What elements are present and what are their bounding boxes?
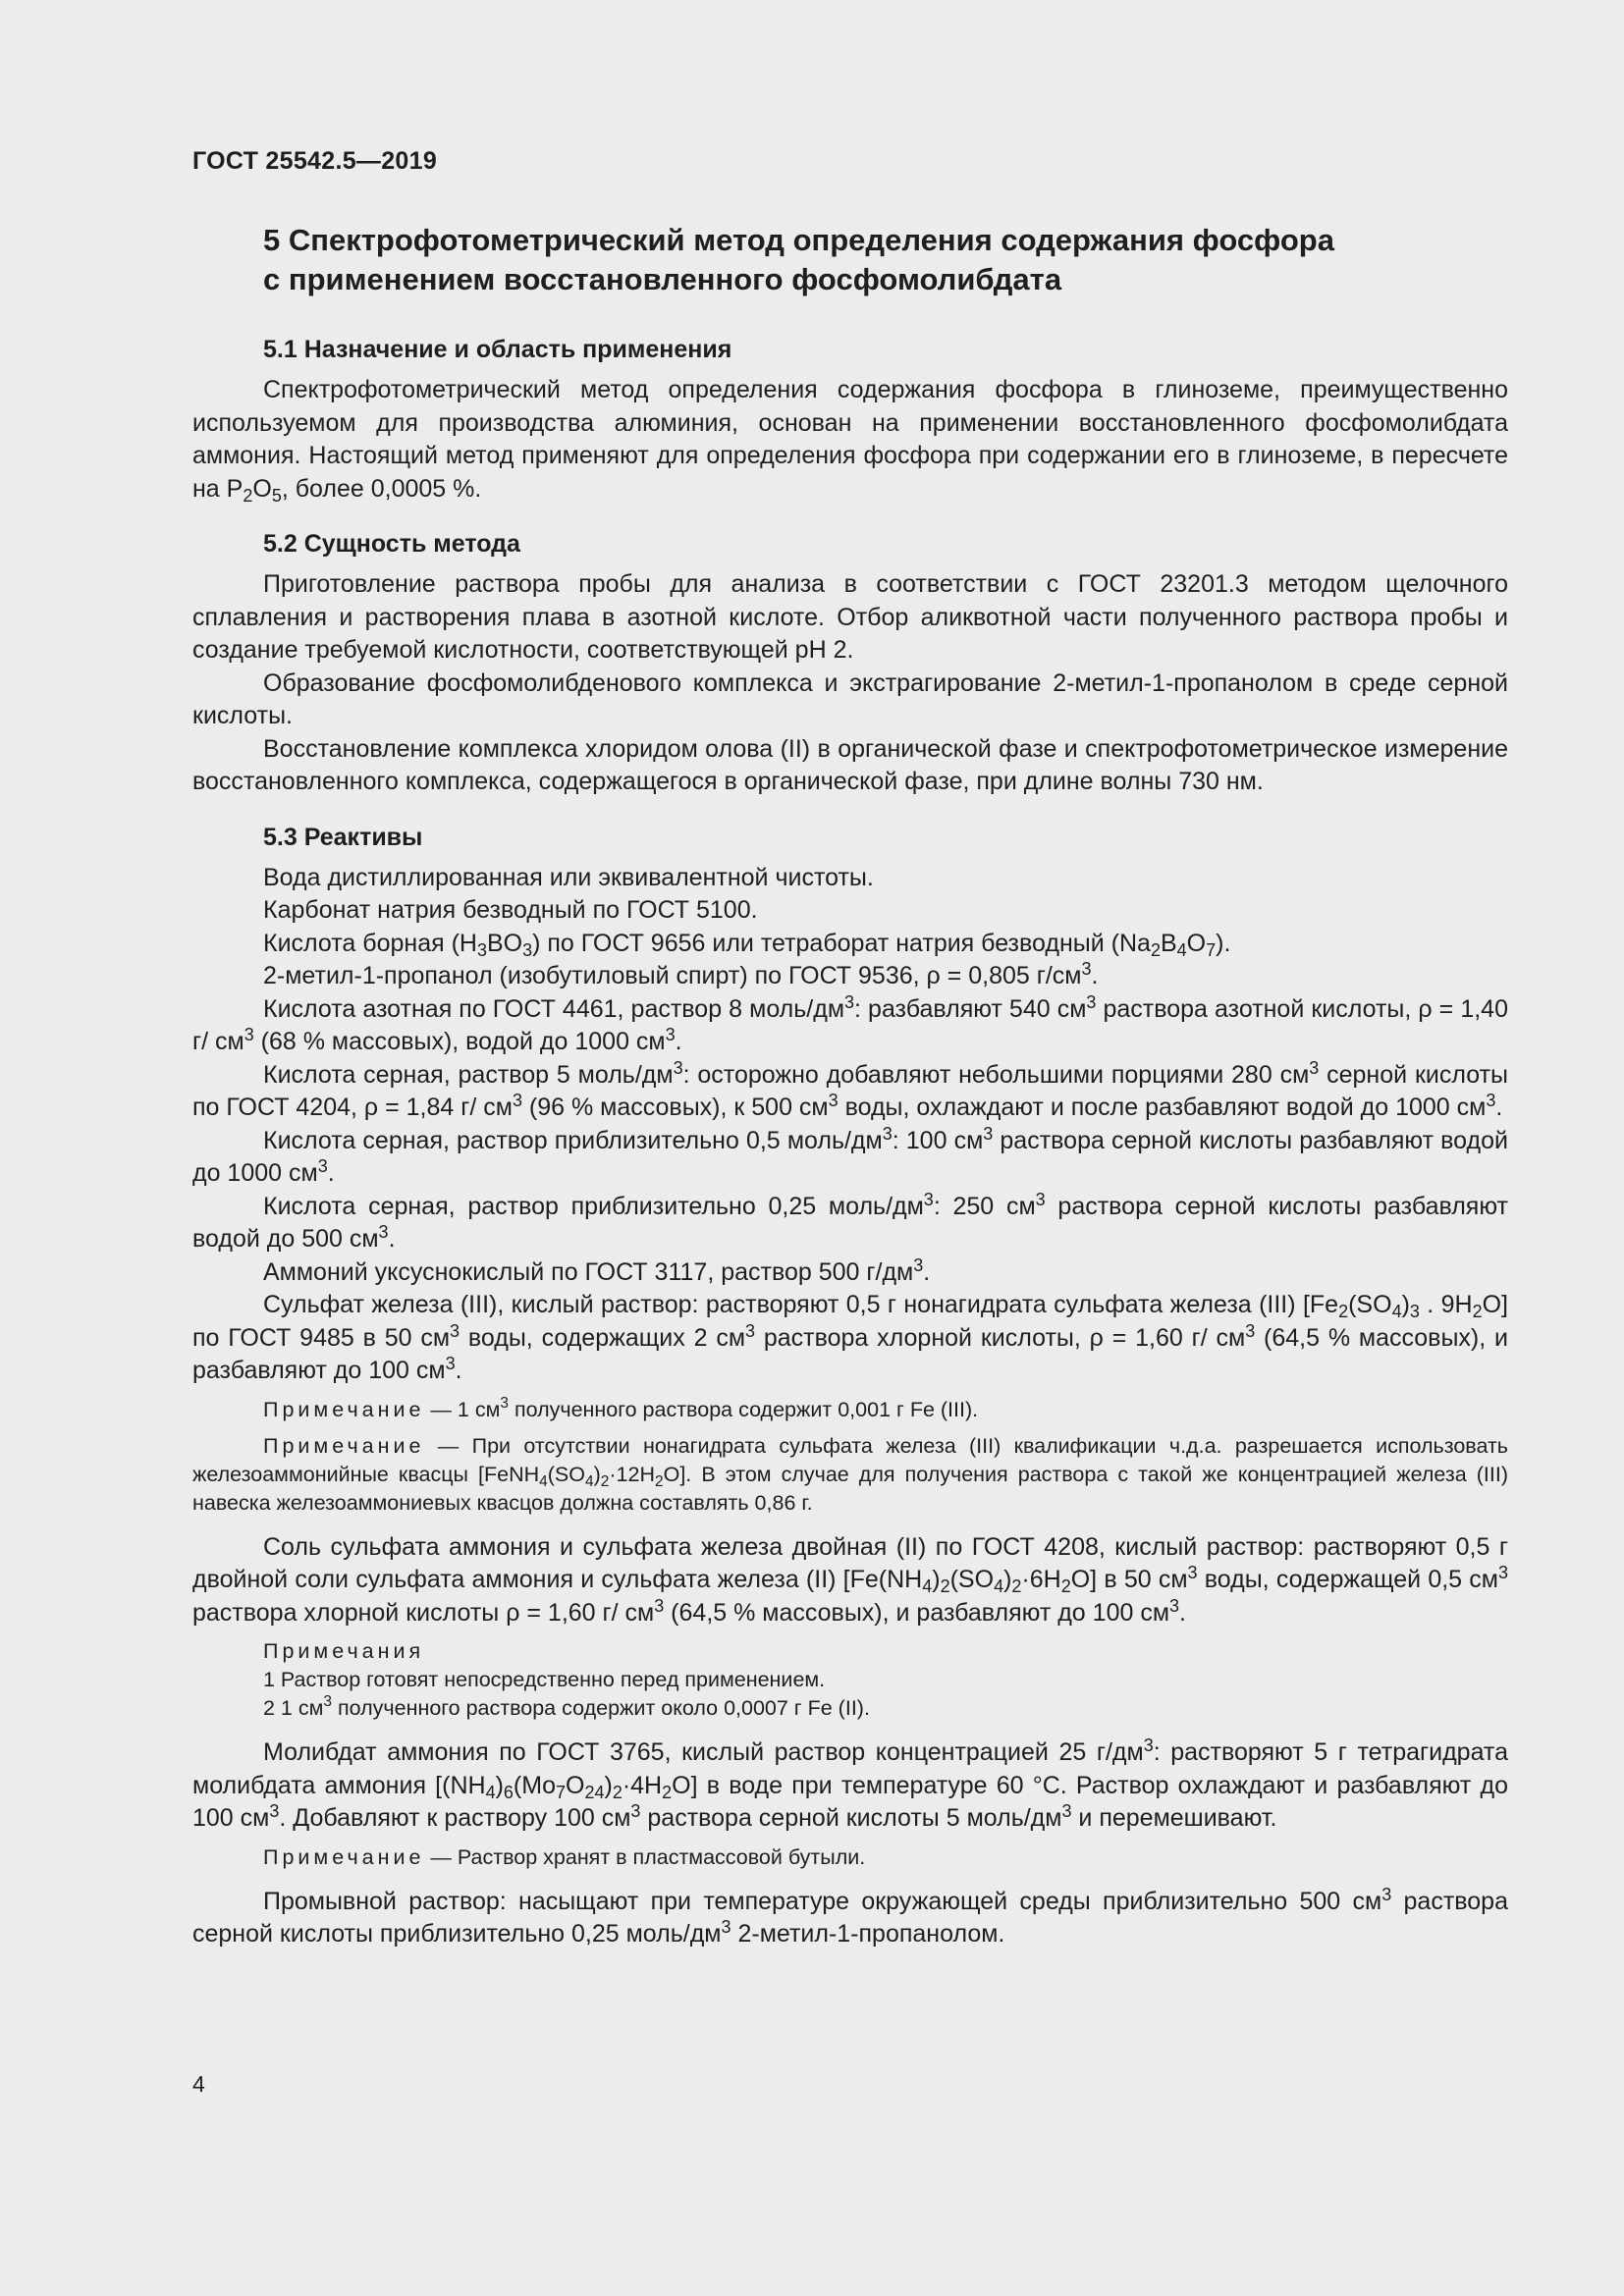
page-content xyxy=(192,221,1508,1951)
page-number: 4 xyxy=(192,2071,205,2097)
reagent-carbonate: Карбонат натрия безводный по ГОСТ 5100. xyxy=(263,896,758,924)
reagent-propanol: 2-метил-1-пропанол (изобутиловый спирт) по ГОСТ 9536, ρ = 0,805 $г/см^3$. xyxy=(263,959,1099,989)
document-code: ГОСТ 25542.5—2019 xyxy=(192,147,438,175)
note-iron-3-content: Примечание — 1 $см^3$ полученного раствора содержит 0,001 г Fe (III). xyxy=(263,1394,979,1421)
reagent-sulfuric-0-5: Кислота серная, раствор приблизительно 0,5 моль/$дм^3$: 100 $см^3$ раствора серной кислоты разбавляют водой до 1000 $см^3$. xyxy=(192,1123,1508,1187)
paragraph-5-2-3: Восстановление комплекса хлоридом олова (II) в органической фазе и спектрофотометрическое измерение восстановленного комплекса, содержащегося в органической фазе, при длине волны 730 нм. xyxy=(192,734,1508,795)
reagent-ammonium-acetate: Аммоний уксуснокислый по ГОСТ 3117, раствор 500 $г/дм^3$. xyxy=(263,1255,931,1286)
notes-block xyxy=(192,1637,1508,1723)
notes-label: Примечания xyxy=(263,1639,425,1663)
reagent-sulfuric-0-25: Кислота серная, раствор приблизительно 0,25 моль/$дм^3$: 250 $см^3$ раствора серной кислоты разбавляют водой до 500 $см^3$. xyxy=(192,1189,1508,1253)
subsection-heading-5-1: 5.1 Назначение и область применения xyxy=(263,336,732,363)
note-plastic-bottle: Примечание — Раствор хранят в пластмассовой бутыли. xyxy=(263,1844,866,1869)
reagent-boric-acid: Кислота борная $(H_3BO_3)$ по ГОСТ 9656 или тетраборат натрия безводный $(Na_2B_4O_7)$. xyxy=(263,929,1231,960)
paragraph-5-1: Спектрофотометрический метод определения содержания фосфора в глиноземе, преимущественно используемом для производства алюминия, основан на применении восстановленного фосфомолибдата аммония. Настоящий метод применяют для определения фосфора при содержании его в глиноземе, в пересчете на $P_2O_5$, более 0,0005 %. xyxy=(192,376,1508,506)
reagent-mohr-salt: Соль сульфата аммония и сульфата железа двойная (II) по ГОСТ 4208, кислый раствор: растворяют 0,5 г двойной соли сульфата аммония и сульфата железа (II) $[Fe(NH_4)_2(SO_4)_2\cdot 6H_2O]$ в 50 $см^3$ воды, содержащей 0,5 $см^3$ раствора хлорной кислоты ρ = 1,60 г/ $см^3$ (64,5 % массовых), и разбавляют до 100 $см^3$. xyxy=(192,1532,1508,1627)
reagent-wash-solution: Промывной раствор: насыщают при температуре окружающей среды приблизительно 500 $см^3$ раствора серной кислоты приблизительно 0,25 моль/$дм^3$ 2-метил-1-пропанолом. xyxy=(192,1884,1508,1948)
reagent-ammonium-molybdate: Молибдат аммония по ГОСТ 3765, кислый раствор концентрацией 25 $г/дм^3$: растворяют 5 г тетрагидрата молибдата аммония $[(NH_4)_6(Mo_7O_{24})_2\cdot 4H_2O]$ в воде при температуре 60 °С. Раствор охлаждают и разбавляют до 100 $см^3$. Добавляют к раствору 100 $см^3$ раствора серной кислоты 5 моль/$дм^3$ и перемешивают. xyxy=(192,1735,1508,1832)
reagent-water: Вода дистиллированная или эквивалентной чистоты. xyxy=(263,863,874,891)
section-title: 5 Спектрофотометрический метод определения содержания фосфора с применением восстановленного фосфомолибдата xyxy=(263,223,1334,296)
subsection-heading-5-3: 5.3 Реактивы xyxy=(263,823,423,851)
reagent-nitric-acid: Кислота азотная по ГОСТ 4461, раствор 8 моль/$дм^3$: разбавляют 540 $см^3$ раствора азотной кислоты, ρ = 1,40 г/ $см^3$ (68 % массовых), водой до 1000 $см^3$. xyxy=(192,991,1508,1055)
subsection-heading-5-2: 5.2 Сущность метода xyxy=(263,530,520,558)
notes-item-1: 1 Раствор готовят непосредственно перед применением. xyxy=(263,1668,826,1691)
paragraph-5-2-2: Образование фосфомолибденового комплекса и экстрагирование 2-метил-1-пропанолом в среде серной кислоты. xyxy=(192,668,1508,729)
notes-item-2: 2 1 $см^3$ полученного раствора содержит около 0,0007 г Fe (II). xyxy=(263,1693,870,1720)
reagent-sulfuric-5: Кислота серная, раствор 5 моль/$дм^3$: осторожно добавляют небольшими порциями 280 $см^3$ серной кислоты по ГОСТ 4204, ρ = 1,84 г/ $см^3$ (96 % массовых), к 500 $см^3$ воды, охлаждают и после разбавляют водой до 1000 $см^3$. xyxy=(192,1057,1508,1121)
note-iron-alum-substitute: Примечание — При отсутствии нонагидрата сульфата железа (III) квалификации ч.д.а. разрешается использовать железоаммонийные квасцы $[FeNH_4(SO_4)_2\cdot 12H_2O]$. В этом случае для получения раствора с такой же концентрацией железа (III) навеска железоаммониевых квасцов должна составлять 0,86 г. xyxy=(192,1433,1508,1515)
reagent-iron-3-sulfate: Сульфат железа (III), кислый раствор: растворяют 0,5 г нонагидрата сульфата железа (III) [$Fe_2(SO_4)_3$ . $9H_2O$] по ГОСТ 9485 в 50 $см^3$ воды, содержащих 2 $см^3$ раствора хлорной кислоты, ρ = 1,60 г/ $см^3$ (64,5 % массовых), и разбавляют до 100 $см^3$. xyxy=(192,1291,1509,1384)
paragraph-5-2-1: Приготовление раствора пробы для анализа в соответствии с ГОСТ 23201.3 методом щелочного сплавления и растворения плава в азотной кислоте. Отбор аликвотной части полученного раствора пробы и создание требуемой кислотности, соответствующей pH 2. xyxy=(192,570,1508,664)
